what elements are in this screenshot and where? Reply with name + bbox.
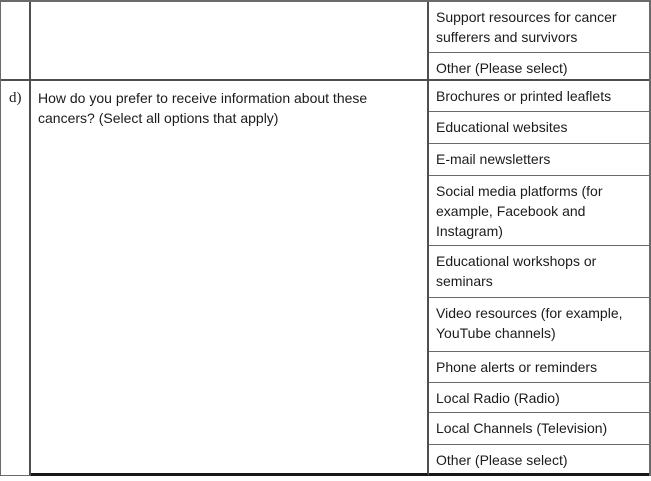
- question-number-cell: [1, 81, 31, 476]
- table-row-partial: [1, 2, 649, 81]
- answer-option-cell: Educational workshops or seminars: [429, 246, 649, 298]
- answer-option-cell: Other (Please select): [436, 452, 568, 468]
- question-text-cell: [31, 81, 429, 476]
- question-text-cell-empty: [31, 2, 429, 79]
- answer-option-cell: Local Channels (Television): [429, 413, 649, 445]
- answer-option-cell: Phone alerts or reminders: [429, 352, 649, 383]
- answer-options-column: [429, 2, 649, 79]
- answer-option-cell: E-mail newsletters: [429, 144, 649, 176]
- table-row-question-d: [1, 81, 649, 476]
- answer-option-cell: Support resources for cancer sufferers and survivors: [429, 2, 649, 53]
- answer-option-cell: Brochures or printed leaflets: [429, 81, 649, 112]
- question-number-cell-empty: [1, 2, 31, 79]
- question-number: d): [9, 90, 22, 106]
- answer-option-cell: Educational websites: [429, 112, 649, 144]
- answer-option-cell: Social media platforms (for example, Facebook and Instagram): [429, 176, 649, 246]
- answer-options-column: [429, 81, 649, 476]
- answer-option-cell: Other (Please select): [436, 60, 568, 76]
- answer-option-cell: Video resources (for example, YouTube channels): [429, 298, 649, 352]
- answer-option-cell: Local Radio (Radio): [429, 383, 649, 413]
- question-text: How do you prefer to receive information about these cancers? (Select all options that apply): [38, 90, 368, 126]
